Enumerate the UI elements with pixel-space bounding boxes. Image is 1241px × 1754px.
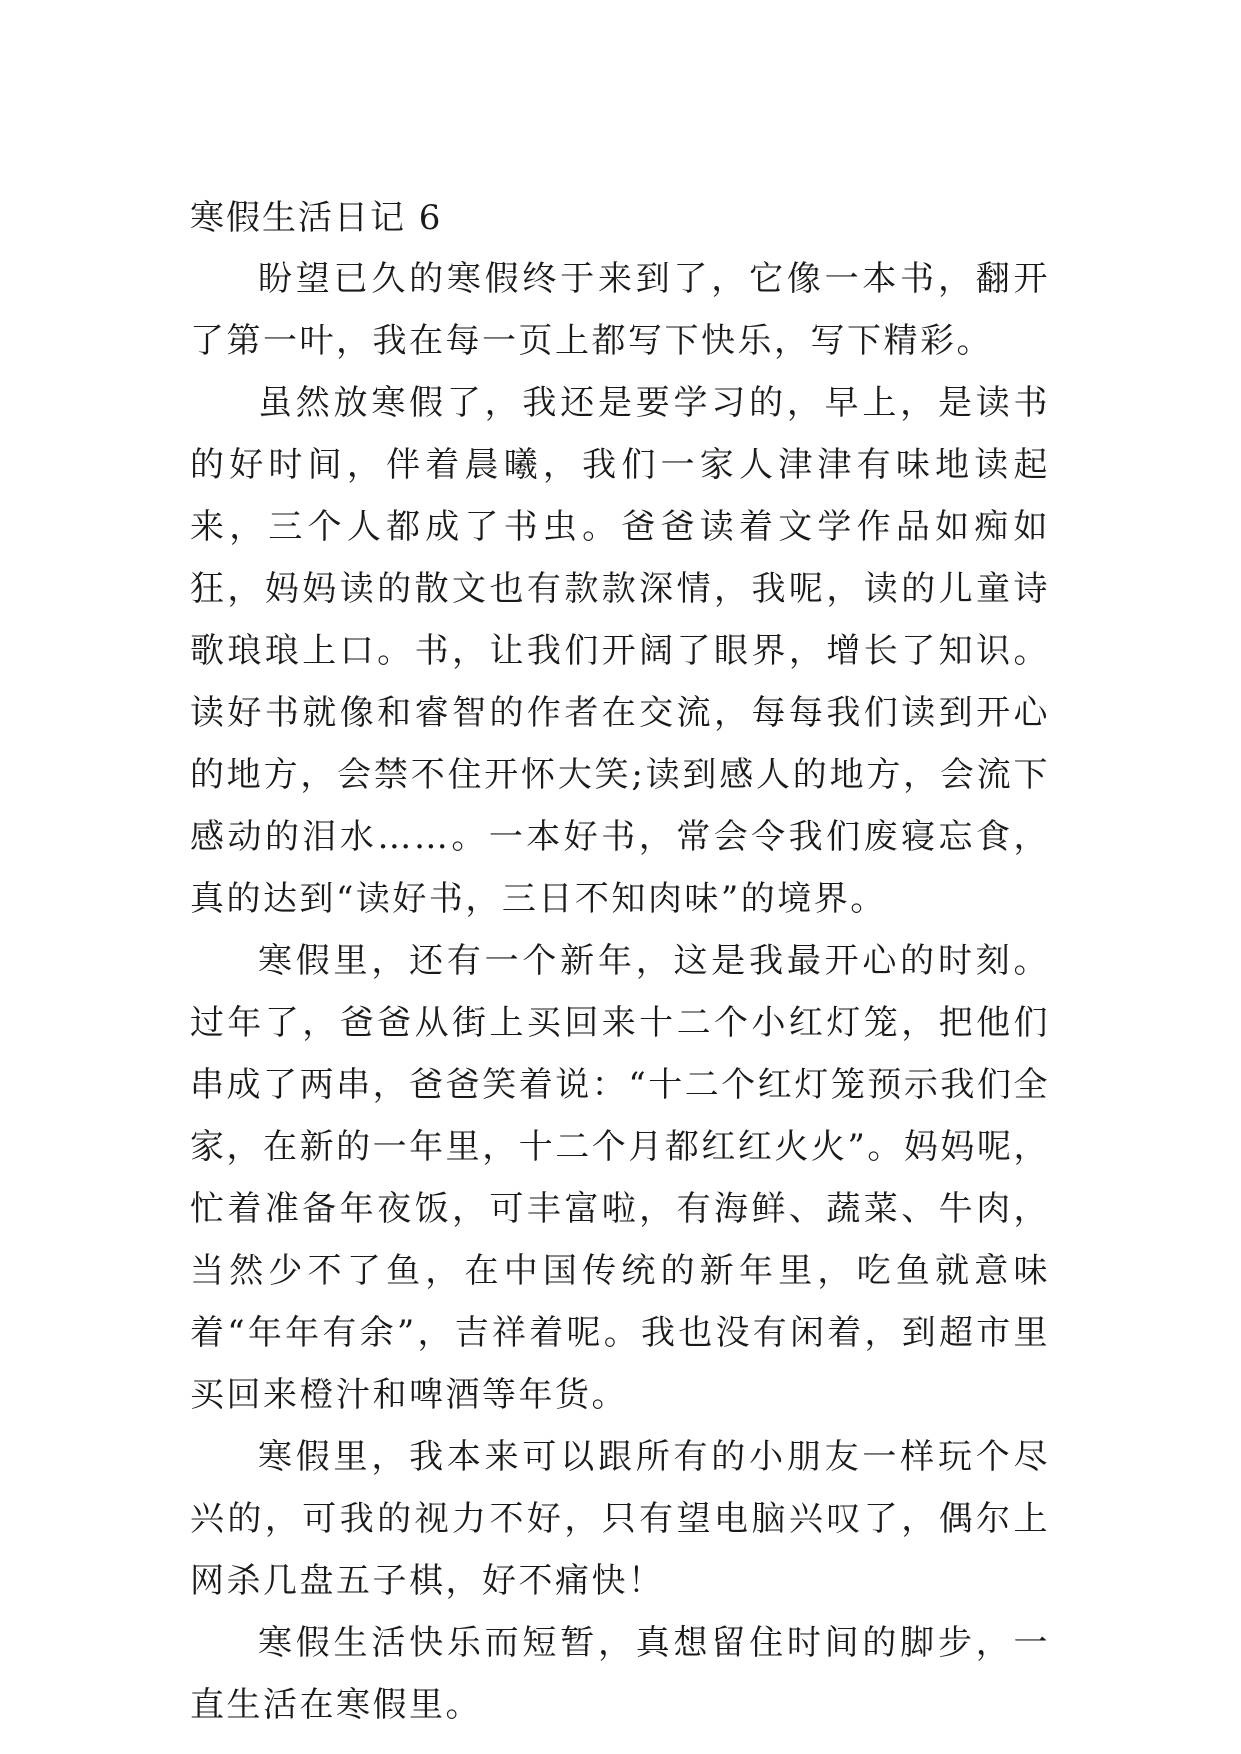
- paragraph: 盼望已久的寒假终于来到了，它像一本书，翻开了第一叶，我在每一页上都写下快乐，写下精彩。: [190, 259, 1050, 361]
- paragraph: 寒假里，还有一个新年，这是我最开心的时刻。过年了，爸爸从街上买回来十二个小红灯笼，把他们串成了两串，爸爸笑着说：“十二个红灯笼预示我们全家，在新的一年里，十二个月都红红火火”。妈妈呢，忙着准备年夜饭，可丰富啦，有海鲜、蔬菜、牛肉，当然少不了鱼，在中国传统的新年里，吃鱼就意味着“年年有余”，吉祥着呢。我也没有闲着，到超市里买回来橙汁和啤酒等年货。: [190, 941, 1050, 1415]
- paragraph: 虽然放寒假了，我还是要学习的，早上，是读书的好时间，伴着晨曦，我们一家人津津有味地读起来，三个人都成了书虫。爸爸读着文学作品如痴如狂，妈妈读的散文也有款款深情，我呢，读的儿童诗歌琅琅上口。书，让我们开阔了眼界，增长了知识。读好书就像和睿智的作者在交流，每每我们读到开心的地方，会禁不住开怀大笑;读到感人的地方，会流下感动的泪水……。一本好书，常会令我们废寝忘食，真的达到“读好书，三日不知肉味”的境界。: [190, 383, 1050, 919]
- paragraph: 寒假里，我本来可以跟所有的小朋友一样玩个尽兴的，可我的视力不好，只有望电脑兴叹了，偶尔上网杀几盘五子棋，好不痛快！: [190, 1437, 1050, 1601]
- document-body: [190, 188, 1050, 1736]
- document-title: 寒假生活日记 6: [190, 198, 443, 238]
- paragraph: 寒假生活快乐而短暂，真想留住时间的脚步，一直生活在寒假里。: [190, 1623, 1050, 1725]
